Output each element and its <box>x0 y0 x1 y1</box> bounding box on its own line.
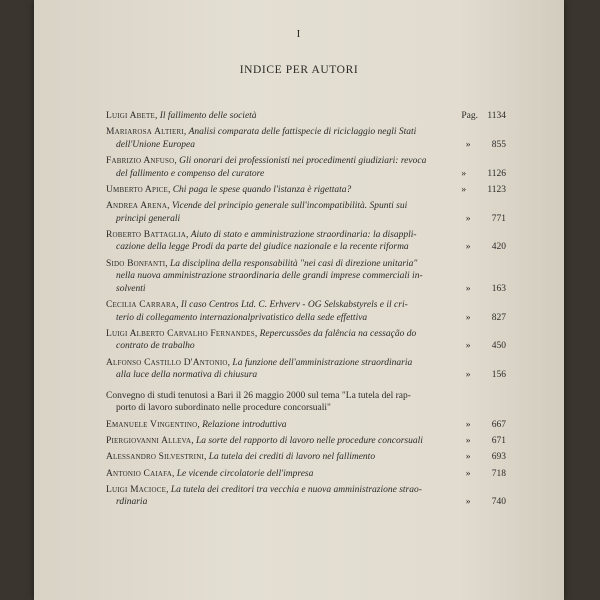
entry-line <box>106 139 442 152</box>
entry-author: Luigi Abete <box>106 111 155 121</box>
entry-title: La funzione dell'amministrazione straordinaria <box>232 357 413 368</box>
page-number: 740 <box>491 497 506 508</box>
page-mark: » <box>465 370 471 381</box>
page-mark: » <box>465 468 471 479</box>
entry-page-ref <box>466 496 506 509</box>
entry-line: Piergiovanni Alleva, La sorte del rapporto di lavoro nelle procedure concorsuali <box>106 435 423 446</box>
entry-title: terio di collegamento internazionalprivatistico della sede effettiva <box>116 312 368 323</box>
page-number: 855 <box>491 139 506 150</box>
page-number: 450 <box>491 341 506 352</box>
page-mark: » <box>465 283 471 294</box>
entry-title: del fallimento e compenso del curatore <box>116 168 265 179</box>
entry-line: Mariarosa Altieri, Analisi comparata delle fattispecie di riciclaggio negli Stati <box>106 127 417 138</box>
entry-title: Il fallimento delle società <box>159 111 257 121</box>
section-number: I <box>296 28 302 40</box>
entry-title: rdinaria <box>116 497 148 508</box>
index-entry <box>106 299 506 324</box>
index-entry <box>106 419 506 432</box>
index-entry <box>106 229 506 254</box>
entry-line: Alfonso Castillo D'Antonio, La funzione dell'amministrazione straordinaria <box>106 357 413 368</box>
entry-title: Gli onorari dei professionisti nei procedimenti giudiziari: revoca <box>179 156 427 167</box>
page-number: 827 <box>491 312 506 323</box>
index-entry <box>106 200 506 225</box>
page-number: 163 <box>491 283 506 294</box>
entry-author: Sido Bonfanti <box>106 258 166 269</box>
entry-line: Alessandro Silvestrini, La tutela dei crediti di lavoro nel fallimento <box>106 452 376 463</box>
entry-page-ref <box>466 468 506 481</box>
entry-line: Luigi Alberto Carvalho Fernandes, Repercussões da falência na cessação do <box>106 328 417 339</box>
entry-author: Antonio Caiafa <box>106 468 172 479</box>
entry-title: alla luce della normativa di chiusura <box>116 370 258 381</box>
entry-title: nella nuova amministrazione straordinaria delle grandi imprese commerciali in- <box>116 271 423 282</box>
entry-page-ref <box>466 241 506 254</box>
index-entry <box>106 126 506 151</box>
page-number: 671 <box>491 435 506 446</box>
entry-page-ref <box>466 283 506 296</box>
conference-line: Convegno di studi tenutosi a Bari il 26 maggio 2000 sul tema "La tutela del rap- <box>106 390 411 401</box>
index-entry <box>106 184 506 197</box>
entry-line: Sido Bonfanti, La disciplina della responsabilità "nei casi di direzione unitaria" <box>106 258 418 269</box>
entry-page-ref <box>466 340 506 353</box>
entry-author: Piergiovanni Alleva <box>106 435 192 446</box>
entry-author: Emanuele Vingentino <box>106 419 198 430</box>
conference-note <box>106 390 506 415</box>
index-entry <box>106 258 506 296</box>
entry-page-ref <box>466 213 506 226</box>
entry-author: Cecilia Carrara <box>106 300 177 311</box>
page-title: INDICE PER AUTORI <box>239 64 359 76</box>
page-number: 693 <box>491 452 506 463</box>
entry-title: Il caso Centros Ltd. C. Erhverv - OG Selskabstyrels e il cri- <box>180 300 408 311</box>
entry-title: dell'Unione Europea <box>116 139 195 150</box>
entry-title: Chi paga le spese quando l'istanza è rigettata? <box>172 184 352 195</box>
index-entry <box>106 155 506 180</box>
page-mark: » <box>465 139 471 150</box>
index-entry <box>106 328 506 353</box>
page-mark: » <box>465 213 471 224</box>
index-entry <box>106 110 506 123</box>
entry-title: La sorte del rapporto di lavoro nelle procedure concorsuali <box>195 435 423 446</box>
entry-title: contrato de trabalho <box>116 341 195 352</box>
entry-title: cazione della legge Prodi da parte del giudice nazionale e la recente riforma <box>116 242 409 253</box>
entry-title: La tutela dei crediti di lavoro nel fallimento <box>208 452 376 463</box>
index-entry <box>106 451 506 464</box>
entry-author: Roberto Battaglia <box>106 229 186 240</box>
index-entry <box>106 357 506 382</box>
page-number: 667 <box>491 419 506 430</box>
entry-page-ref <box>466 435 506 448</box>
entry-line <box>106 283 442 296</box>
entry-line: Emanuele Vingentino, Relazione introduttiva <box>106 419 287 430</box>
page-number: 718 <box>491 468 506 479</box>
entry-author: Andrea Arena <box>106 201 168 212</box>
entry-line: Fabrizio Anfuso, Gli onorari dei professionisti nei procedimenti giudiziari: revoca <box>106 156 427 167</box>
entry-line <box>106 241 442 254</box>
entry-line: Cecilia Carrara, Il caso Centros Ltd. C. Erhverv - OG Selskabstyrels e il cri- <box>106 300 408 311</box>
conference-line: porto di lavoro subordinato nelle procedure concorsuali" <box>116 403 331 414</box>
page-mark: » <box>465 435 471 446</box>
entry-line: Umberto Apice, Chi paga le spese quando l'istanza è rigettata? <box>106 184 352 195</box>
entry-title: La tutela dei creditori tra vecchia e nuova amministrazione strao- <box>170 484 422 495</box>
entry-line: Luigi Macioce, La tutela dei creditori tra vecchia e nuova amministrazione strao- <box>106 484 422 495</box>
page-number: 771 <box>491 213 506 224</box>
page-number: 1134 <box>487 111 506 121</box>
entry-author: Alfonso Castillo D'Antonio <box>106 357 228 368</box>
entry-author: Mariarosa Altieri <box>106 127 184 138</box>
page-number: 1123 <box>487 184 506 195</box>
entry-line: Roberto Battaglia, Aiuto di stato e amministrazione straordinaria: la disappli- <box>106 229 417 240</box>
entry-page-ref <box>466 369 506 382</box>
entry-title: Analisi comparata delle fattispecie di riciclaggio negli Stati <box>188 127 417 138</box>
entry-line <box>106 270 442 283</box>
entry-line <box>106 496 442 509</box>
page-mark: » <box>465 242 471 253</box>
entry-author: Alessandro Silvestrini <box>106 452 204 463</box>
page-mark: Pag. <box>461 111 478 121</box>
page-mark: » <box>461 168 467 179</box>
author-index-list <box>106 110 506 513</box>
entry-title: Le vicende circolatorie dell'impresa <box>176 468 314 479</box>
entry-title: Relazione introduttiva <box>202 419 287 430</box>
page-mark: » <box>465 497 471 508</box>
entry-line <box>106 340 442 353</box>
page-mark: » <box>465 419 471 430</box>
entry-page-ref <box>466 312 506 325</box>
page-mark: » <box>461 184 467 195</box>
entry-author: Luigi Macioce <box>106 484 167 495</box>
entry-page-ref <box>466 139 506 152</box>
entry-title: Vicende del principio generale sull'incompatibilità. Spunti sui <box>171 201 408 212</box>
entry-line: Antonio Caiafa, Le vicende circolatorie dell'impresa <box>106 468 314 479</box>
entry-title: Repercussões da falência na cessação do <box>259 328 417 339</box>
entry-line: Luigi Abete, Il fallimento delle società <box>106 111 257 121</box>
entry-title: Aiuto di stato e amministrazione straordinaria: la disappli- <box>190 229 417 240</box>
book-page <box>34 0 564 600</box>
entry-line <box>106 369 442 382</box>
page-number: 1126 <box>487 168 506 179</box>
entry-title: La disciplina della responsabilità "nei casi di direzione unitaria" <box>170 258 418 269</box>
entry-line <box>106 312 442 325</box>
entry-line: Andrea Arena, Vicende del principio generale sull'incompatibilità. Spunti sui <box>106 201 408 212</box>
entry-title: principi generali <box>116 213 181 224</box>
page-number: 420 <box>491 242 506 253</box>
page-number: 156 <box>491 370 506 381</box>
entry-page-ref <box>466 451 506 464</box>
page-mark: » <box>465 341 471 352</box>
page-mark: » <box>465 312 471 323</box>
index-entry <box>106 468 506 481</box>
entry-page-ref <box>461 168 506 181</box>
entry-author: Luigi Alberto Carvalho Fernandes <box>106 328 255 339</box>
entry-author: Umberto Apice <box>106 184 168 195</box>
index-entry <box>106 435 506 448</box>
entry-page-ref <box>461 184 506 197</box>
entry-title: solventi <box>116 283 146 294</box>
entry-line <box>106 213 442 226</box>
entry-page-ref <box>466 419 506 432</box>
page-mark: » <box>465 452 471 463</box>
entry-page-ref <box>461 110 506 123</box>
entry-author: Fabrizio Anfuso <box>106 156 175 167</box>
entry-line <box>106 168 442 181</box>
index-entry <box>106 484 506 509</box>
